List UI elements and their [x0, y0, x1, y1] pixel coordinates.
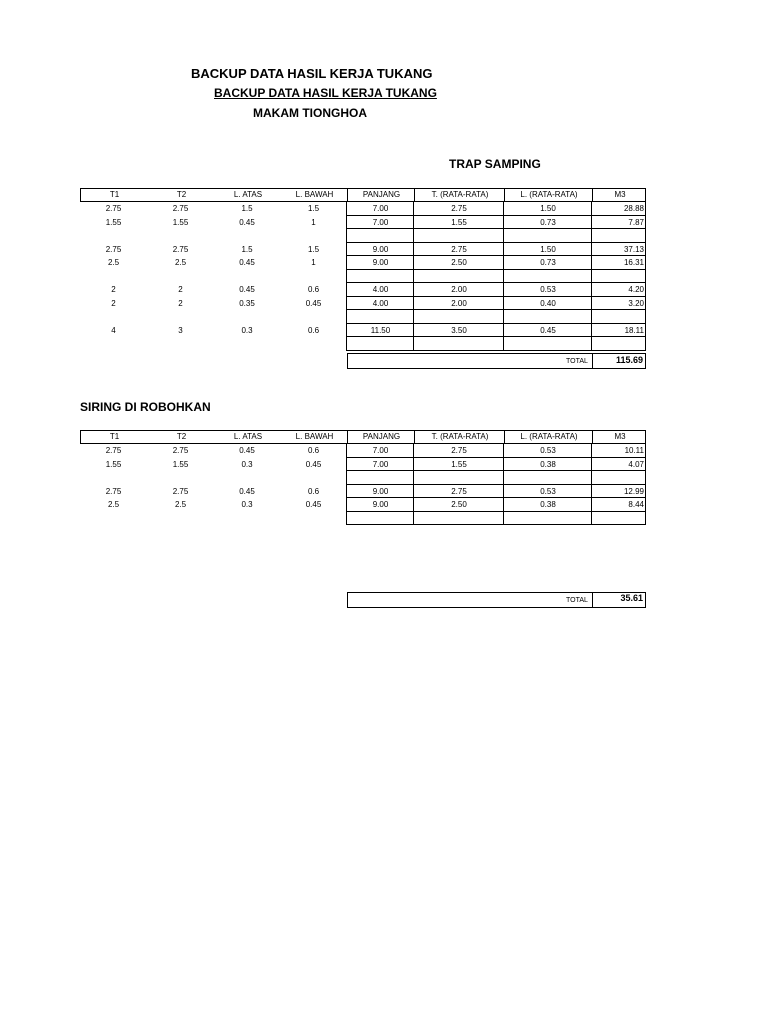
cell-t2: 2.75 [172, 204, 189, 213]
divider [592, 431, 593, 443]
table-row [80, 337, 646, 351]
cell-l-bawah: 0.45 [305, 298, 322, 308]
cell-t2: 1.55 [172, 459, 189, 469]
cell-t1: 4 [111, 325, 116, 335]
cell-l-atas: 0.45 [239, 486, 255, 496]
total-box-siring [347, 592, 646, 608]
cell-m3 [592, 337, 644, 351]
cell-m3: 28.88 [623, 204, 644, 213]
cell-l-bawah: 1.5 [307, 204, 320, 213]
cell-l-bawah: 0.45 [305, 459, 322, 469]
cell-t-rata: 2.00 [451, 285, 467, 294]
cell-l-atas: 0.45 [239, 446, 255, 455]
table-row [80, 458, 646, 472]
cell-t1 [80, 337, 147, 351]
table-row [80, 310, 646, 324]
cell-panjang: 9.00 [372, 486, 389, 496]
section-title-trap-samping: TRAP SAMPING [449, 157, 541, 171]
cell-m3 [592, 270, 644, 284]
cell-t2 [147, 512, 214, 526]
cell-t2: 2.75 [172, 244, 189, 254]
column-header-t2: T2 [176, 432, 187, 441]
cell-t2 [147, 310, 214, 324]
cell-l-atas: 1.5 [241, 244, 253, 254]
cell-m3: 4.20 [628, 285, 644, 294]
cell-l-rata [504, 471, 592, 485]
cell-panjang: 9.00 [372, 500, 389, 509]
cell-l-bawah [280, 270, 347, 284]
total-label: TOTAL [566, 597, 588, 604]
cell-l-rata: 0.38 [540, 459, 556, 469]
table-row [80, 485, 646, 499]
cell-panjang: 4.00 [372, 285, 389, 294]
cell-l-atas [214, 471, 280, 485]
cell-l-atas: 0.3 [241, 459, 253, 469]
cell-t2 [147, 229, 214, 243]
column-header-m3: M3 [614, 190, 626, 199]
cell-m3: 8.44 [628, 500, 644, 509]
cell-m3: 18.11 [624, 325, 644, 335]
cell-m3: 3.20 [628, 298, 644, 308]
cell-l-bawah: 1 [311, 217, 316, 227]
table-row [80, 324, 646, 338]
cell-l-rata [504, 337, 592, 351]
table-row [80, 297, 646, 311]
cell-t2: 2 [178, 298, 183, 308]
cell-l-atas [214, 512, 280, 526]
cell-t1 [80, 512, 147, 526]
column-header-l-atas: L. ATAS [233, 190, 263, 199]
cell-l-bawah: 0.6 [307, 325, 320, 335]
cell-m3: 4.07 [628, 459, 644, 469]
cell-l-atas: 0.3 [241, 325, 253, 335]
cell-t2: 2.5 [174, 258, 187, 267]
table-row [80, 283, 646, 297]
cell-panjang [347, 337, 414, 351]
cell-l-rata [504, 310, 592, 324]
cell-t1 [80, 310, 147, 324]
cell-t2: 2.75 [172, 486, 189, 496]
cell-panjang [347, 270, 414, 284]
cell-t1: 2.75 [105, 486, 122, 496]
cell-l-rata: 0.53 [540, 446, 556, 455]
cell-t2 [147, 471, 214, 485]
column-header-t-rata: T. (RATA-RATA) [431, 190, 489, 199]
column-header-t-rata: T. (RATA-RATA) [431, 432, 489, 441]
table-row [80, 202, 646, 216]
cell-l-rata [504, 270, 592, 284]
cell-t1: 2.75 [105, 244, 122, 254]
cell-l-atas: 0.35 [239, 298, 255, 308]
cell-l-rata: 0.40 [540, 298, 556, 308]
cell-panjang: 7.00 [372, 204, 389, 213]
table-header [80, 430, 646, 444]
cell-m3: 7.87 [628, 217, 644, 227]
cell-panjang: 7.00 [372, 446, 389, 455]
table-row [80, 216, 646, 230]
divider [592, 593, 593, 607]
divider [592, 189, 593, 201]
cell-panjang [347, 471, 414, 485]
cell-panjang: 7.00 [372, 459, 389, 469]
cell-t1: 2.5 [107, 258, 120, 267]
cell-t-rata [414, 471, 504, 485]
cell-l-bawah: 0.6 [307, 285, 320, 294]
cell-t1: 2.5 [107, 500, 120, 509]
cell-m3 [592, 512, 644, 526]
table-row [80, 498, 646, 512]
cell-m3: 10.11 [624, 446, 644, 455]
cell-t1 [80, 471, 147, 485]
column-header-panjang: PANJANG [362, 190, 401, 199]
cell-t1: 2.75 [105, 204, 122, 213]
cell-m3: 12.99 [623, 486, 644, 496]
column-header-l-atas: L. ATAS [233, 432, 263, 441]
section-title-siring: SIRING DI ROBOHKAN [80, 400, 211, 414]
divider [414, 189, 415, 201]
table-row [80, 229, 646, 243]
cell-t-rata: 1.55 [451, 459, 467, 469]
cell-t-rata: 2.75 [451, 486, 467, 496]
cell-t1: 1.55 [105, 217, 122, 227]
cell-t1: 1.55 [105, 459, 122, 469]
cell-l-bawah: 0.6 [307, 486, 320, 496]
cell-l-atas [214, 270, 280, 284]
cell-t2: 2.5 [174, 500, 187, 509]
table-row [80, 512, 646, 526]
cell-l-rata: 1.50 [540, 244, 556, 254]
cell-t-rata [414, 310, 504, 324]
cell-m3 [592, 310, 644, 324]
cell-t-rata [414, 270, 504, 284]
table-row [80, 471, 646, 485]
total-value: 35.61 [620, 593, 643, 603]
cell-l-rata [504, 229, 592, 243]
cell-l-rata: 0.45 [540, 325, 556, 335]
cell-t1: 2 [111, 285, 116, 294]
cell-l-rata: 0.73 [540, 258, 556, 267]
column-header-t2: T2 [176, 190, 187, 199]
cell-t2: 1.55 [172, 217, 189, 227]
cell-panjang [347, 310, 414, 324]
table-row [80, 243, 646, 257]
cell-panjang: 4.00 [372, 298, 389, 308]
cell-t-rata [414, 229, 504, 243]
cell-t2: 2 [178, 285, 183, 294]
cell-t-rata: 2.50 [451, 500, 467, 509]
cell-m3 [592, 471, 644, 485]
total-box-trap-samping [347, 353, 646, 369]
cell-t-rata: 3.50 [451, 325, 467, 335]
cell-l-bawah: 1.5 [307, 244, 320, 254]
divider [504, 431, 505, 443]
total-label: TOTAL [566, 358, 588, 365]
cell-t-rata [414, 512, 504, 526]
cell-l-atas: 1.5 [241, 204, 253, 213]
document-subtitle: BACKUP DATA HASIL KERJA TUKANG [214, 86, 437, 100]
cell-panjang [347, 229, 414, 243]
column-header-l-rata: L. (RATA-RATA) [520, 432, 578, 441]
cell-l-rata: 0.53 [540, 486, 556, 496]
cell-l-bawah [280, 229, 347, 243]
cell-panjang: 7.00 [372, 217, 389, 227]
cell-l-rata: 1.50 [540, 204, 556, 213]
cell-panjang: 9.00 [372, 244, 389, 254]
cell-l-atas [214, 337, 280, 351]
cell-m3: 16.31 [623, 258, 644, 267]
cell-l-bawah: 0.6 [307, 446, 320, 455]
cell-l-rata: 0.38 [540, 500, 556, 509]
cell-t2 [147, 337, 214, 351]
cell-t-rata: 2.75 [451, 244, 467, 254]
column-header-l-bawah: L. BAWAH [295, 190, 334, 199]
divider [414, 431, 415, 443]
cell-t-rata: 1.55 [451, 217, 467, 227]
cell-t2: 3 [178, 325, 183, 335]
table-header [80, 188, 646, 202]
cell-l-rata [504, 512, 592, 526]
cell-l-atas: 0.3 [241, 500, 253, 509]
column-header-l-rata: L. (RATA-RATA) [520, 190, 578, 199]
cell-l-atas [214, 229, 280, 243]
cell-panjang [347, 512, 414, 526]
divider [347, 431, 348, 443]
cell-l-bawah: 1 [311, 258, 316, 267]
divider [592, 354, 593, 368]
cell-panjang: 11.50 [370, 325, 391, 335]
cell-t-rata: 2.75 [451, 204, 467, 213]
cell-l-bawah [280, 337, 347, 351]
table-row [80, 444, 646, 458]
cell-t-rata: 2.75 [451, 446, 467, 455]
location-title: MAKAM TIONGHOA [253, 106, 367, 120]
column-header-l-bawah: L. BAWAH [295, 432, 334, 441]
cell-l-bawah [280, 471, 347, 485]
total-value: 115.69 [615, 355, 643, 365]
column-header-panjang: PANJANG [362, 432, 401, 441]
cell-t-rata: 2.50 [451, 258, 467, 267]
cell-t-rata: 2.00 [451, 298, 467, 308]
column-header-t1: T1 [109, 432, 120, 441]
cell-l-bawah [280, 310, 347, 324]
cell-m3: 37.13 [623, 244, 644, 254]
column-header-t1: T1 [109, 190, 120, 199]
cell-l-atas: 0.45 [239, 217, 255, 227]
cell-l-atas [214, 310, 280, 324]
divider [347, 189, 348, 201]
cell-l-atas: 0.45 [239, 285, 255, 294]
cell-l-rata: 0.53 [540, 285, 556, 294]
cell-t2: 2.75 [172, 446, 189, 455]
document-title: BACKUP DATA HASIL KERJA TUKANG [191, 66, 433, 81]
cell-l-bawah: 0.45 [305, 500, 322, 509]
divider [504, 189, 505, 201]
cell-panjang: 9.00 [372, 258, 389, 267]
cell-t-rata [414, 337, 504, 351]
column-header-m3: M3 [614, 432, 626, 441]
cell-l-atas: 0.45 [239, 258, 255, 267]
cell-t1 [80, 270, 147, 284]
table-row [80, 270, 646, 284]
cell-t2 [147, 270, 214, 284]
cell-t1: 2.75 [105, 446, 122, 455]
cell-t1 [80, 229, 147, 243]
table-row [80, 256, 646, 270]
cell-m3 [592, 229, 644, 243]
cell-l-bawah [280, 512, 347, 526]
cell-l-rata: 0.73 [540, 217, 556, 227]
cell-t1: 2 [111, 298, 116, 308]
